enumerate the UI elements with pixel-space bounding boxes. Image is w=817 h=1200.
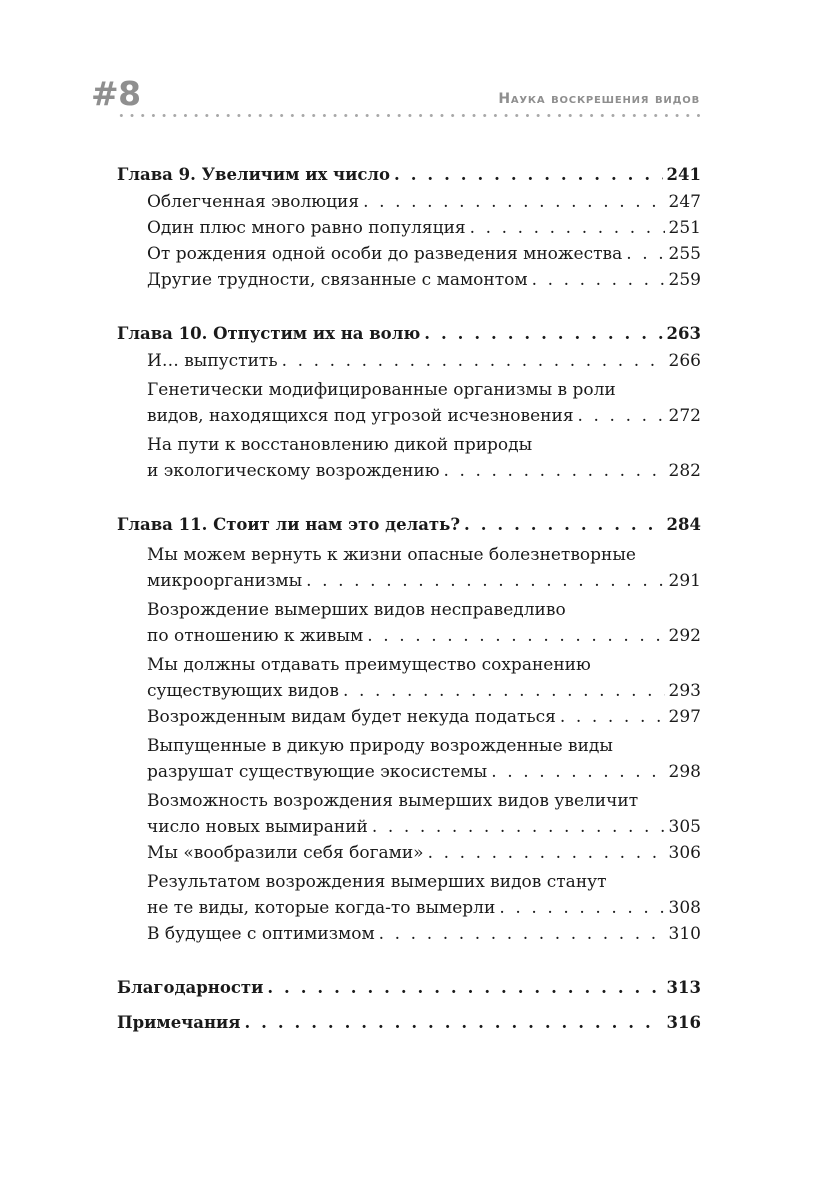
- toc-chapter-10[interactable]: [117, 319, 701, 348]
- toc-entry[interactable]: [147, 433, 701, 484]
- entry-title: И… выпустить: [147, 351, 278, 371]
- page-ref: 263: [666, 324, 701, 343]
- dot-leader: [491, 759, 664, 785]
- page-ref: 284: [666, 515, 701, 534]
- dot-leader: [444, 458, 665, 484]
- dot-leader: [464, 510, 663, 539]
- entry-title-line: Возможность возрождения вымерших видов увеличит: [147, 791, 639, 811]
- toc-chapter-10-sections: [117, 348, 701, 484]
- page-ref: 308: [668, 898, 701, 918]
- entry-title: существующих видов: [147, 681, 339, 701]
- page-ref: 297: [668, 707, 701, 727]
- toc-entry[interactable]: [147, 789, 701, 840]
- entry-title-line: Мы можем вернуть к жизни опасные болезнетворные: [147, 545, 636, 565]
- dot-leader: [306, 568, 664, 594]
- chapter-title: Глава 9. Увеличим их число: [117, 165, 391, 184]
- page-ref: 291: [668, 571, 701, 591]
- entry-title: не те виды, которые когда-то вымерли: [147, 898, 496, 918]
- page-ref: 247: [668, 192, 701, 212]
- page-ref: 310: [668, 924, 701, 944]
- page-ref: 266: [668, 351, 701, 371]
- entry-title: Облегченная эволюция: [147, 192, 360, 212]
- dot-leader: [367, 623, 664, 649]
- toc-entry[interactable]: [147, 378, 701, 429]
- toc-chapter-9-sections: [117, 189, 701, 293]
- page-ref: 316: [666, 1013, 701, 1032]
- toc-chapter-9[interactable]: [117, 160, 701, 189]
- page-ref: 306: [668, 843, 701, 863]
- page-ref: 241: [666, 165, 701, 184]
- dot-leader: [372, 814, 665, 840]
- entry-title-line: На пути к восстановлению дикой природы: [147, 435, 533, 455]
- page-ref: 259: [668, 270, 701, 290]
- toc-entry[interactable]: [147, 189, 701, 215]
- entry-title: и экологическому возрождению: [147, 461, 440, 481]
- entry-title: разрушат существующие экосистемы: [147, 762, 488, 782]
- dot-leader: [394, 160, 663, 189]
- page-ref: 282: [668, 461, 701, 481]
- toc-chapter-11-sections: [117, 543, 701, 947]
- page-ref: 313: [666, 978, 701, 997]
- entry-title: Один плюс много равно популяция: [147, 218, 466, 238]
- entry-title: микроорганизмы: [147, 571, 303, 591]
- page-ref: 292: [668, 626, 701, 646]
- dot-leader: [244, 1008, 662, 1037]
- page-ref: 255: [668, 244, 701, 264]
- table-of-contents: [117, 160, 701, 1037]
- page-ref: 305: [668, 817, 701, 837]
- entry-title: Возрожденным видам будет некуда податься: [147, 707, 556, 727]
- page-ref: 272: [668, 406, 701, 426]
- dot-leader: [267, 973, 662, 1002]
- toc-entry[interactable]: [147, 734, 701, 785]
- page-ref: 298: [668, 762, 701, 782]
- toc-entry[interactable]: [147, 348, 701, 374]
- dot-leader: [343, 678, 665, 704]
- dot-leader: [424, 319, 662, 348]
- dot-leader: [363, 189, 664, 215]
- page-ref: 293: [668, 681, 701, 701]
- dot-leader: [578, 403, 665, 429]
- toc-entry[interactable]: [147, 598, 701, 649]
- page-ref: 251: [668, 218, 701, 238]
- dot-leader: [379, 921, 665, 947]
- dot-leader: [282, 348, 665, 374]
- dot-leader: [428, 840, 665, 866]
- entry-title: Другие трудности, связанные с мамонтом: [147, 270, 528, 290]
- entry-title: От рождения одной особи до разведения множества: [147, 244, 623, 264]
- entry-title: В будущее с оптимизмом: [147, 924, 375, 944]
- dot-leader: [560, 704, 665, 730]
- entry-title-line: Возрождение вымерших видов несправедливо: [147, 600, 566, 620]
- page-header: [0, 0, 817, 130]
- entry-title: видов, находящихся под угрозой исчезновения: [147, 406, 574, 426]
- chapter-title: Благодарности: [117, 978, 264, 997]
- entry-title: по отношению к живым: [147, 626, 364, 646]
- toc-entry[interactable]: [147, 653, 701, 704]
- entry-title-line: Мы должны отдавать преимущество сохранению: [147, 655, 591, 675]
- entry-title: Мы «вообразили себя богами»: [147, 843, 424, 863]
- toc-entry[interactable]: [147, 215, 701, 241]
- toc-entry[interactable]: [147, 543, 701, 594]
- chapter-title: Глава 10. Отпустим их на волю: [117, 324, 421, 343]
- toc-entry[interactable]: [147, 267, 701, 293]
- toc-acknowledgements[interactable]: [117, 973, 701, 1002]
- running-title: Наука воскрешения видов: [498, 91, 700, 107]
- chapter-title: Глава 11. Стоит ли нам это делать?: [117, 515, 461, 534]
- entry-title-line: Результатом возрождения вымерших видов станут: [147, 872, 607, 892]
- dot-leader: [626, 241, 664, 267]
- chapter-title: Примечания: [117, 1013, 241, 1032]
- toc-entry[interactable]: [147, 921, 701, 947]
- dot-leader: [532, 267, 665, 293]
- dotted-rule: [116, 114, 701, 117]
- toc-entry[interactable]: [147, 241, 701, 267]
- entry-title-line: Генетически модифицированные организмы в роли: [147, 380, 616, 400]
- entry-title-line: Выпущенные в дикую природу возрожденные виды: [147, 736, 613, 756]
- toc-chapter-11[interactable]: [117, 510, 701, 539]
- toc-entry[interactable]: [147, 840, 701, 866]
- toc-entry[interactable]: [147, 704, 701, 730]
- dot-leader: [499, 895, 664, 921]
- entry-title: число новых вымираний: [147, 817, 368, 837]
- toc-notes[interactable]: [117, 1008, 701, 1037]
- page-number: #8: [91, 74, 141, 113]
- dot-leader: [470, 215, 665, 241]
- toc-entry[interactable]: [147, 870, 701, 921]
